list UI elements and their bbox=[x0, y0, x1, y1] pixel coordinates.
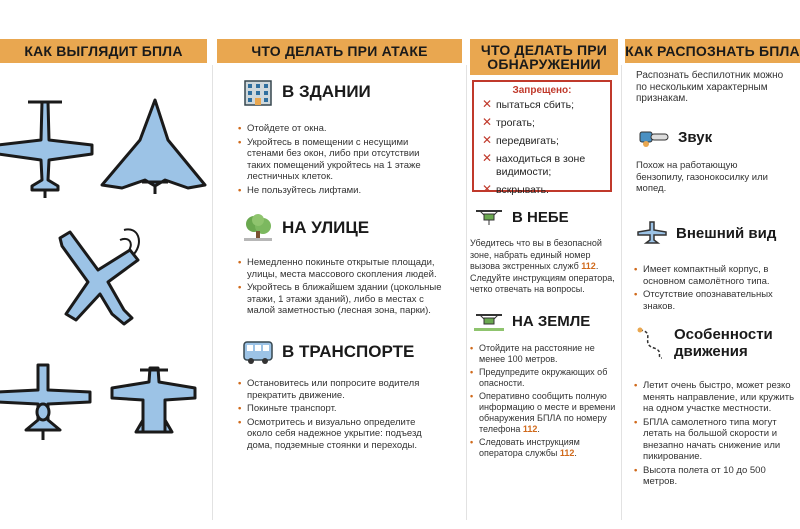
section-look-title: Внешний вид bbox=[636, 220, 776, 246]
drone-plane-icon bbox=[0, 102, 92, 198]
transport-list bbox=[238, 378, 443, 453]
list-item: ✕ находиться в зоне видимости; bbox=[482, 151, 586, 178]
list-item: ✕ передвигать; bbox=[482, 133, 559, 147]
plane-icon bbox=[636, 220, 668, 246]
header-attack: ЧТО ДЕЛАТЬ ПРИ АТАКЕ bbox=[217, 39, 462, 63]
drone-illustrations bbox=[0, 70, 210, 525]
section-ground-title: НА ЗЕМЛЕ bbox=[474, 310, 590, 332]
motion-list bbox=[634, 380, 796, 490]
section-transport-title: В ТРАНСПОРТЕ bbox=[242, 338, 414, 366]
list-item: • Имеет компактный корпус, в основном самолётного типа. bbox=[634, 264, 794, 287]
forbidden-list bbox=[474, 99, 610, 197]
header-recognize: КАК РАСПОЗНАТЬ БПЛА bbox=[625, 39, 800, 63]
building-icon bbox=[242, 78, 274, 106]
building-list bbox=[238, 123, 443, 198]
list-item: • Отсутствие опознавательных знаков. bbox=[634, 289, 794, 312]
header-detect: ЧТО ДЕЛАТЬ ПРИ ОБНАРУЖЕНИИ bbox=[470, 39, 618, 75]
list-item: • Оперативно сообщить полную информацию о месте и времени обнаружения БПЛА по номеру телефона 112. bbox=[470, 391, 618, 435]
chainsaw-icon bbox=[636, 124, 670, 150]
cross-icon: ✕ bbox=[482, 182, 493, 196]
list-item: ✕ пытаться сбить; bbox=[482, 97, 574, 111]
section-building-title: В ЗДАНИИ bbox=[242, 78, 371, 106]
divider bbox=[212, 65, 213, 520]
list-item: • Укройтесь в помещении с несущими стенами без окон, либо при отсутствии таких помещений укройтесь на 1 этаже лестничных клеток. bbox=[238, 137, 443, 183]
cross-icon: ✕ bbox=[482, 151, 493, 165]
list-item: • Следовать инструкциям оператора службы 112. bbox=[470, 437, 618, 459]
drone-wing-icon bbox=[102, 100, 205, 194]
list-item: • БПЛА самолетного типа могут летать на большой скорости и внезапно начать снижение или пикирование. bbox=[634, 417, 796, 463]
list-item: • Летит очень быстро, может резко менять направление, или кружить на одном участке местности. bbox=[634, 380, 796, 415]
forbidden-title: Запрещено: bbox=[512, 85, 572, 96]
list-item: ✕ трогать; bbox=[482, 115, 535, 129]
list-item: • Укройтесь в ближайшем здании (цокольные этажи, 1 этажи зданий), либо в местах с малой заметностью (лесная зона, парки). bbox=[238, 282, 443, 317]
sky-text: Убедитесь что вы в безопасной зоне, набрать единый номер вызова экстренных служб 112. Следуйте инструкциям оператора, четко отвечать на вопросы. bbox=[470, 238, 615, 294]
drone-tail-icon bbox=[0, 365, 90, 440]
tree-icon bbox=[242, 214, 274, 242]
cross-icon: ✕ bbox=[482, 97, 493, 111]
ground-list bbox=[470, 343, 618, 461]
list-item: • Остановитесь или попросите водителя прекратить движение. bbox=[238, 378, 443, 401]
sound-text: Похож на работающую бензопилу, газонокосилку или мопед. bbox=[636, 160, 768, 194]
divider bbox=[621, 65, 622, 520]
list-item: ✕ вскрывать. bbox=[482, 182, 549, 196]
cross-icon: ✕ bbox=[482, 133, 493, 147]
header-how-looks: КАК ВЫГЛЯДИТ БПЛА bbox=[0, 39, 207, 63]
bus-icon bbox=[242, 338, 274, 366]
drone-diagonal-icon bbox=[60, 229, 139, 324]
recognize-intro: Распознать беспилотник можно по нескольким характерным признакам. bbox=[636, 70, 784, 104]
drone-icon bbox=[474, 206, 504, 228]
drone-twin-boom-icon bbox=[112, 368, 195, 432]
section-sound-title: Звук bbox=[636, 124, 712, 150]
list-item: • Предупредите окружающих об опасности. bbox=[470, 367, 618, 389]
drone-ground-icon bbox=[474, 310, 504, 332]
cross-icon: ✕ bbox=[482, 115, 493, 129]
forbidden-box bbox=[472, 80, 612, 196]
list-item: • Немедленно покиньте открытые площади, улицы, места массового скопления людей. bbox=[238, 257, 443, 280]
section-motion-title: Особенности движения bbox=[636, 326, 784, 360]
list-item: • Покиньте транспорт. bbox=[238, 403, 443, 415]
flight-path-icon bbox=[636, 326, 666, 360]
section-street-title: НА УЛИЦЕ bbox=[242, 214, 369, 242]
list-item: • Не пользуйтесь лифтами. bbox=[238, 185, 443, 197]
look-list bbox=[634, 264, 794, 314]
list-item: • Высота полета от 10 до 500 метров. bbox=[634, 465, 796, 488]
divider bbox=[466, 65, 467, 520]
street-list bbox=[238, 257, 443, 319]
section-sky-title: В НЕБЕ bbox=[474, 206, 569, 228]
list-item: • Отойдете от окна. bbox=[238, 123, 443, 135]
list-item: • Осмотритесь и визуально определите около себя надежное укрытие: подъезд дома, подземные стоянки и переходы. bbox=[238, 417, 443, 452]
list-item: • Отойдите на расстояние не менее 100 метров. bbox=[470, 343, 618, 365]
